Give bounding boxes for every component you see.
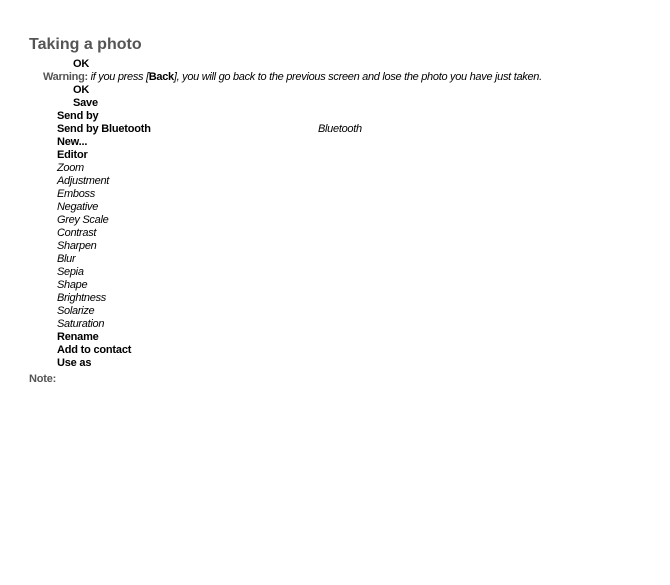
ok-label-1: OK: [73, 58, 90, 70]
send-by-label: Send by: [57, 110, 99, 122]
bluetooth-note: Bluetooth: [318, 123, 362, 135]
use-as-label: Use as: [57, 357, 92, 369]
editor-item-emboss: Emboss: [57, 188, 95, 200]
editor-label: Editor: [57, 149, 88, 161]
editor-item-blur: Blur: [57, 253, 76, 265]
editor-item-brightness: Brightness: [57, 292, 106, 304]
new-label: New...: [57, 136, 88, 148]
add-to-contact-label: Add to contact: [57, 344, 132, 356]
save-label: Save: [73, 97, 98, 109]
warning-line: [43, 71, 542, 83]
editor-item-zoom: Zoom: [57, 162, 84, 174]
editor-item-solarize: Solarize: [57, 305, 95, 317]
editor-item-adjustment: Adjustment: [57, 175, 110, 187]
warning-label: Warning:: [43, 71, 88, 83]
editor-item-negative: Negative: [57, 201, 99, 213]
ok-label-2: OK: [73, 84, 90, 96]
rename-label: Rename: [57, 331, 99, 343]
editor-item-contrast: Contrast: [57, 227, 97, 239]
page-title: Taking a photo: [29, 36, 142, 53]
editor-item-shape: Shape: [57, 279, 88, 291]
editor-item-grey-scale: Grey Scale: [57, 214, 109, 226]
send-by-bluetooth-label: Send by Bluetooth: [57, 123, 151, 135]
warning-text-before: if you press [: [87, 71, 149, 83]
warning-text-after: ], you will go back to the previous screen and lose the photo you have just taken.: [173, 71, 542, 83]
editor-item-sepia: Sepia: [57, 266, 84, 278]
note-label: Note:: [29, 373, 57, 385]
editor-item-saturation: Saturation: [57, 318, 105, 330]
editor-item-sharpen: Sharpen: [57, 240, 97, 252]
back-key-label: Back: [148, 71, 174, 83]
